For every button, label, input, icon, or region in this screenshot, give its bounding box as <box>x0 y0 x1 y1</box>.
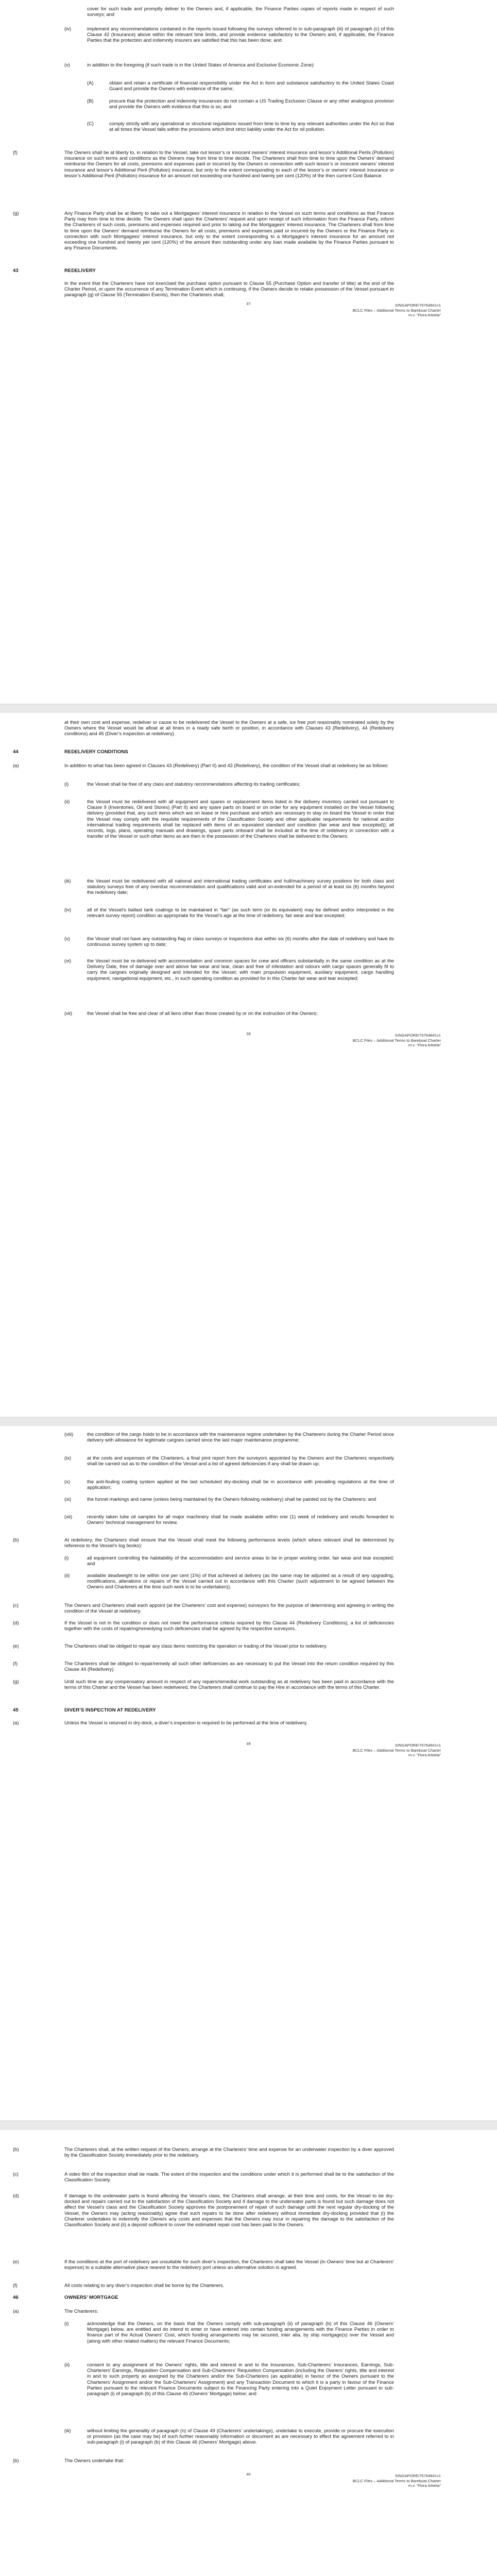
paragraph-text: If damage to the underwater parts is found affecting the Vessel’s class, the Charterers shall arrange, at their time and costs, for the Vessel to be dry-docked and repairs carried out to the satisfaction of the Classification Society and if damage to the underwater parts is found but such damage does not affect the Vessel’s class and the Classification Society approves the postponement of repair of such damage until the next regular dry-docking of the Vessel, the Owners may (acting reasonably) agree that such repairs to be done after redelivery without immediate dry-docking provided that (i) the Charterer undertakes to indemnify the Owners any costs and expenses that the Owners may incur in repairing the damage to the satisfaction of the Classification Society and (ii) a deposit sufficient to cover the estimated repair cost has been paid to the Owners. <box>64 2193 394 2228</box>
paragraph-text: In addition to what has been agreed in Clauses 43 (Redelivery) (Part II) and 43 (Redelivery), the condition of the Vessel shall at redelivery be as follows: <box>64 762 389 768</box>
page39-item-viii <box>87 1431 394 1443</box>
item-label: (iii) <box>64 2428 71 2433</box>
item-label: (v) <box>64 936 70 941</box>
paragraph-text: All costs relating to any diver’s inspection shall be borne by the Charterers. <box>64 2282 225 2288</box>
footer-ref: SINGAPORE/76764841v1 <box>395 303 441 308</box>
section-number: 43 <box>13 268 19 274</box>
paragraph-text: A video film of the inspection shall be made. The extent of the inspection and the conditions under which it is performed shall be to the satisfaction of the Classification Society. <box>64 2171 394 2183</box>
page39-item-xii <box>87 1514 394 1525</box>
paragraph-text: The Owners undertake that: <box>64 2458 125 2463</box>
page38-item-iii <box>87 878 394 895</box>
page40-item-e <box>64 2259 394 2270</box>
page37-item-B <box>109 98 394 109</box>
paragraph-text: procure that the protection and indemnity insurances do not contain a US Trading Exclusion Clause or any other analogous provision and provide the Owners with evidence that this is so; and <box>109 98 394 110</box>
paragraph-text: Any Finance Party shall be at liberty to take out a Mortgagees’ interest insurance in relation to the Vessel on such terms and conditions as that Finance Party may from time to time decide. The Owners shall upon the Charterers’ request and upon receipt of such information from the Finance Party, inform the Charterers of such costs, premiums and expenses required and prior to taking out the Mortgagees’ interest insurance. The Charterers shall from time to time upon the Owners’ demand reimburse the Owners for all costs, premiums and expenses paid or incurred by the Owners or the Finance Party in connection with such Mortgagees’ interest insurance, but only to the extent corresponding to a Mortgagee’s interest insurance for an amount not exceeding one hundred and twenty per cent (120%) of the amount then outstanding under any loan made available by the Finance Parties pursuant to any Finance Documents. <box>64 210 394 251</box>
paragraph-text: Until such time as any compensatory amount in respect of any repairs/remedial work outstanding as at redelivery has been paid in accordance with the terms of this Charter and the Vessel has been redelivered, the Charterers shall continue to pay the Hire in accordance with the terms of this Charter. <box>64 1679 394 1690</box>
page39-item-b-ii <box>87 1572 394 1590</box>
item-label: (e) <box>13 1643 19 1649</box>
footer-ref: SINGAPORE/76764841v1 <box>395 1033 441 1038</box>
item-label: (ix) <box>64 1455 72 1461</box>
paragraph-text: all equipment controlling the habitability of the accommodation and service areas to be in proper working order, fair wear and tear excepted; and <box>87 1555 394 1567</box>
paragraph-text: If the Vessel is not in the condition or does not meet the performance criteria required by this Clause 44 (Redelivery Conditions), a list of deficiencies together with the costs of repairing/remedying such deficiencies shall be agreed by the respective surveyors. <box>64 1620 394 1632</box>
paragraph-text: implement any recommendations contained in the reports issued following the surveys referred to in sub-paragraph (iii) of paragraph (c) of this Clause 42 (Insurance) above within the relevant time limits, and provide evidence satisfactory to the Owners and, if applicable, the Finance Parties that the protection and indemnity insurers are satisfied that this has been done; and <box>87 26 394 43</box>
item-label: (iv) <box>64 907 72 912</box>
section-title: OWNERS’ MORTGAGE <box>64 2295 118 2300</box>
item-label: (a) <box>13 762 19 768</box>
page39-item-ix <box>87 1455 394 1466</box>
item-label: (x) <box>64 1479 70 1484</box>
page40-item-i <box>87 2320 394 2344</box>
section-number: 46 <box>13 2295 19 2300</box>
paragraph-text: the anti-fouling coating system applied at the last scheduled dry-docking shall be in accordance with prevailing regulations at the time of application; <box>87 1479 394 1490</box>
item-label: (iv) <box>64 26 72 31</box>
item-label: (b) <box>13 1537 19 1543</box>
page37-item-f <box>64 149 394 178</box>
footer-ref: SINGAPORE/76764841v1 <box>395 1743 441 1748</box>
section-number: 45 <box>13 1707 19 1713</box>
item-label: (viii) <box>64 1431 74 1437</box>
page38-item-ii <box>87 799 394 839</box>
item-label: (C) <box>87 121 94 126</box>
item-label: (xii) <box>64 1514 73 1519</box>
item-label: (b) <box>13 2146 19 2152</box>
page38-continuation <box>64 719 394 737</box>
page37-item-C <box>109 121 394 132</box>
page37-item-A <box>109 80 394 91</box>
item-label: (vii) <box>64 1010 73 1016</box>
paragraph-text: without limiting the generality of paragraph (n) of Clause 49 (Charterers’ undertakings), undertake to execute, provide or procure the execution or provision (as the case may be) of such further reasonably information or document as are necessary to effect the agreement referred to in sub-paragraph (i) of paragraph (b) of this Clause 46 (Owners’ Mortgage) above. <box>87 2428 394 2445</box>
page38-item-v <box>87 936 394 947</box>
paragraph-text: the Vessel shall be free and clear of all liens other than those created by or on the instruction of the Owners; <box>87 1010 318 1016</box>
item-label: (ii) <box>64 2362 70 2367</box>
page40-item-46b <box>64 2458 394 2463</box>
page39-item-b-i <box>87 1555 394 1566</box>
footer-title: BCLC Files – Additional Terms to Bareboat Charter <box>352 308 441 313</box>
footer-vessel: m.v. “Flora Arkelia” <box>408 1753 441 1758</box>
item-label: (B) <box>87 98 94 104</box>
paragraph-text: the Vessel must be redelivered with all equipment and spares or replacement items listed in the delivery inventory carried out pursuant to Clause 9 (Inventories, Oil and Stores) (Part II) and any spare parts on board or on order for any equipment installed on the Vessel following delivery (provided that, any such items which are on lease or hire purchase and which are necessary to stay on board the Vessel in order that the Vessel may comply with the requisite requirements of the Classification Society and other applicable requirements for national and/or international trading requirements shall be replaced with items of an equivalent standard and condition (fair wear and tear excepted)); all records, logs, plans, operating manuals and drawings, spare parts onboard shall be included at the time of redelivery in connection with a transfer of the Vessel or such other items as are then in the possession of the Charterers shall be delivered to the Owners; <box>87 799 394 839</box>
paragraph-text: The Charterers: <box>64 2308 98 2314</box>
paragraph-text: at the costs and expenses of the Charterers, a final joint report from the surveyors appointed by the Owners and the Charterers respectively shall be carried out as to the condition of the Vessel and a list of agreed deficiencies if any shall be drawn up; <box>87 1455 394 1467</box>
page39-item-g <box>64 1679 394 1690</box>
page40-item-b <box>64 2146 394 2158</box>
paragraph-text: recently taken lube oil samples for all major machinery shall be made available within one (1) week of redelivery and results forwarded to Owners’ technical management for review. <box>87 1514 394 1526</box>
page39-item-45a <box>64 1720 394 1725</box>
paragraph-text: available deadweight to be within one per cent (1%) of that achieved at delivery (as the same may be adjusted as a result of any upgrading, modifications, alterations or repairs of the Vessel carried out in accordance with this Charter (such adjustment to be agreed between the Owners and Charterers at the time such work is to be undertaken)). <box>87 1572 394 1590</box>
page-39 <box>0 1426 497 2121</box>
paragraph-text: Unless the Vessel is returned in dry-dock, a diver’s inspection is required to be performed at the time of redelivery. <box>64 1720 308 1725</box>
page38-item-a <box>64 762 394 768</box>
footer-title: BCLC Files – Additional Terms to Bareboat Charter <box>352 1748 441 1753</box>
footer-title: BCLC Files – Additional Terms to Bareboat Charter <box>352 2478 441 2483</box>
paragraph-text: In the event that the Charterers have not exercised the purchase option pursuant to Clause 55 (Purchase Option and transfer of title) at the end of the Charter Period, or upon the occurrence of any Termination Event which is continuing, if the Owners decide to retake possession of the Vessel pursuant to paragraph (g) of Clause 55 (Termination Events), then the Charterers shall, <box>64 280 394 298</box>
page40-item-ii <box>87 2362 394 2396</box>
paragraph-text: cover for such trade and promptly deliver to the Owners and, if applicable, the Finance Parties copies of reports made in respect of such surveys; and <box>87 6 394 18</box>
page-separator <box>0 2121 497 2131</box>
page38-item-vi <box>87 958 394 981</box>
page-footer <box>255 1743 441 1758</box>
page37-clause-43 <box>64 280 394 298</box>
item-label: (i) <box>64 2320 69 2326</box>
item-label: (d) <box>13 1620 19 1625</box>
section-title: REDELIVERY CONDITIONS <box>64 749 128 755</box>
page38-item-vii <box>87 1010 394 1016</box>
item-label: (a) <box>13 1720 19 1725</box>
page39-item-xi <box>87 1496 394 1502</box>
page39-item-f <box>64 1660 394 1672</box>
item-label: (c) <box>13 2171 19 2177</box>
page-number: 39 <box>246 1741 251 1746</box>
paragraph-text: consent to any assignment of the Owners’ rights, title and interest in and to the Insurances, Sub-Charterers’ Insurances, Earnings, Sub-Charterers’ Earnings, Requisition Compensation and Sub-Charterers’ Requisition Compensation (including the Owners’ rights, title and interest in and to such property as assigned by the Charterers and/or the Sub-Charterers (as applicable) in favour of the Owners pursuant to the Charterers’ Assignment and/or the Sub-Charterers’ Assignment) and any Transaction Document to which it is a party in favour of the Finance Parties pursuant to the relevant Finance Documents subject to the Financing Party entering into a Quiet Enjoyment Letter pursuant to sub-paragraph (i) of paragraph (b) of this Clause 46 (Owners’ Mortgage) below; and <box>87 2362 394 2397</box>
page39-item-d <box>64 1620 394 1631</box>
page39-item-x <box>87 1479 394 1490</box>
item-label: (ii) <box>64 799 70 804</box>
section-title: REDELIVERY <box>64 268 96 274</box>
item-label: (ii) <box>64 1572 70 1578</box>
paragraph-text: obtain and retain a certificate of financial responsibility under the Act in form and substance satisfactory to the United States Coast Guard and provide the Owners with evidence of the same; <box>109 80 394 92</box>
footer-title: BCLC Files – Additional Terms to Bareboat Charter <box>352 1038 441 1043</box>
paragraph-text: the Vessel shall not have any outstanding flag or class surveys or inspections due within six (6) months after the date of redelivery and have its continuous survey system up to date; <box>87 936 394 947</box>
page-footer <box>255 2473 441 2488</box>
page40-item-d <box>64 2193 394 2227</box>
item-label: (e) <box>13 2259 19 2264</box>
paragraph-text: all of the Vessel’s ballast tank coatings to be maintained in “fair” (as such term (or its equivalent) may be defined and/or interpreted in the relevant survey report) condition as appropriate for the Vessel’s age at the time of redelivery, fair wear and tear excepted; <box>87 907 394 919</box>
page-40 <box>0 2130 497 2576</box>
item-label: (f) <box>13 1660 18 1666</box>
page37-item-v <box>87 62 394 67</box>
section-number: 44 <box>13 749 19 755</box>
page40-item-46a <box>64 2308 394 2314</box>
paragraph-text: the Vessel shall be free of any class and statutory recommendations affecting its trading certificates; <box>87 781 301 787</box>
item-label: (a) <box>13 2308 19 2314</box>
item-label: (i) <box>64 781 69 787</box>
paragraph-text: comply strictly with any operational or structural regulations issued from time to time by any relevant authorities under the Act so that at all times the Vessel falls within the provisions which limit strict liability under the Act for oil pollution. <box>109 121 394 132</box>
item-label: (iii) <box>64 878 71 884</box>
page39-item-c <box>64 1602 394 1614</box>
footer-vessel: m.v. “Flora Arkelia” <box>408 1043 441 1048</box>
item-label: (xi) <box>64 1496 72 1502</box>
item-label: (g) <box>13 210 19 216</box>
item-label: (d) <box>13 2193 19 2198</box>
page-38 <box>0 713 497 1417</box>
page-number: 38 <box>246 1031 251 1036</box>
paragraph-text: The Charterers shall be obliged to repair/remedy all such other deficiencies as are necessary to put the Vessel into the return condition required by this Clause 44 (Redelivery). <box>64 1660 394 1672</box>
item-label: (c) <box>13 1602 19 1608</box>
page-number: 37 <box>246 301 251 306</box>
page37-item-iv <box>87 26 394 43</box>
page-separator <box>0 704 497 714</box>
item-label: (f) <box>13 149 18 155</box>
item-label: (A) <box>87 80 94 86</box>
paragraph-text: in addition to the foregoing (if such trade is in the United States of America and Exclusive Economic Zone): <box>87 62 315 67</box>
paragraph-text: the funnel markings and name (unless being maintained by the Owners following redelivery) shall be painted out by the Charterers; and <box>87 1496 376 1502</box>
page39-item-b <box>64 1537 394 1548</box>
paragraph-text: The Owners shall be at liberty to, in relation to the Vessel, take out lessor’s or innocent owners’ interest insurance and lessor’s Additional Perils (Pollution) insurance on such terms and conditions as the Owners may from time to time decide. The Charterers shall from time to time upon the Owners’ demand reimburse the Owners for all costs, premiums and expenses paid or incurred by the Owners in connection with such lessor’s or innocent owners’ interest insurance and lessor’s Additional Peril (Pollution) insurance, but only to the extent corresponding to each of the lessor’s or owners’ interest insurance or lessor’s Additional Peril (Pollution) insurance for an amount not exceeding one hundred and twenty per cent (120%) of the then current Cost Balance. <box>64 149 394 178</box>
paragraph-text: the Vessel must be re-delivered with accommodation and common spaces for crew and officers substantially in the same condition as at the Delivery Date, free of damage over and above fair wear and tear, clean and free of infestation and odours with cargo spaces generally fit to carry the cargoes originally designed and intended for the Vessel; with main propulsion equipment, auxiliary equipment, cargo handling equipment, navigational equipment, etc., in such operating condition as provided for in this Charter fair wear and tear excepted; <box>87 958 394 981</box>
page40-item-f <box>64 2282 394 2288</box>
paragraph-text: the condition of the cargo holds to be in accordance with the maintenance regime undertaken by the Charterers during the Charter Period since delivery with allowance for legitimate cargoes carried since the last major maintenance programme; <box>87 1431 394 1443</box>
page-number: 40 <box>246 2472 251 2477</box>
paragraph-text: The Charterers shall be obliged to repair any class items restricting the operation or trading of the Vessel prior to redelivery. <box>64 1643 328 1649</box>
paragraph-text: If the conditions at the port of redelivery are unsuitable for such diver’s inspection, the Charterers shall take the Vessel (in Owners’ time but at Charterers’ expense) to a suitable alternative place nearest to the redelivery port unless an alternative solution is agreed. <box>64 2259 394 2270</box>
paragraph-text: The Charterers shall, at the written request of the Owners, arrange at the Charterers’ time and expense for an underwater inspection by a diver approved by the Classification Society immediately prior to the redelivery. <box>64 2146 394 2158</box>
item-label: (vi) <box>64 958 72 963</box>
paragraph-text: acknowledge that the Owners, on the basis that the Owners comply with sub-paragraph (ii) of paragraph (b) of this Clause 46 (Owners’ Mortgage) below, are entitled and do intend to enter or have entered into certain funding arrangements with the Finance Parties in order to finance part of the Actual Owners’ Cost, which funding arrangements may be secured, inter alia, by ship mortgage(s) over the Vessel and (along with other related matters) the relevant Finance Documents; <box>87 2320 394 2344</box>
paragraph-text: The Owners and Charterers shall each appoint (at the Charterers’ cost and expense) surveyors for the purpose of determining and agreeing in writing the condition of the Vessel at redelivery. <box>64 1602 394 1614</box>
page38-item-iv <box>87 907 394 918</box>
page-footer <box>255 1033 441 1048</box>
page-37 <box>0 0 497 704</box>
item-label: (v) <box>64 62 70 67</box>
footer-vessel: m.v. “Flora Arkelia” <box>408 313 441 318</box>
page37-continuation <box>87 6 394 17</box>
item-label: (b) <box>13 2458 19 2463</box>
page-separator <box>0 1417 497 1427</box>
page-footer <box>255 303 441 318</box>
page40-item-iii <box>87 2428 394 2445</box>
footer-vessel: m.v. “Flora Arkelia” <box>408 2483 441 2488</box>
paragraph-text: At redelivery, the Charterers shall ensure that the Vessel shall meet the following performance levels (which where relevant shall be determined by reference to the Vessel’s log books): <box>64 1537 394 1549</box>
paragraph-text: at their own cost and expense, redeliver or cause to be redelivered the Vessel to the Owners at a safe, ice free port reasonably nominated solely by the Owners where the Vessel would be afloat at all times in a ready safe berth or position, in accordance with Clauses 43 (Redelivery), 44 (Redelivery conditions) and 45 (Diver’s inspection at redelivery). <box>64 719 394 737</box>
item-label: (f) <box>13 2282 18 2288</box>
section-title: DIVER’S INSPECTION AT REDELIVERY <box>64 1707 156 1713</box>
paragraph-text: the Vessel must be redelivered with all national and international trading certificates and hull/machinery survey positions for both class and statutory surveys free of any overdue recommendation and qualifications valid and un-extended for a period of at least six (6) months beyond the redelivery date; <box>87 878 394 895</box>
page38-item-i <box>87 781 394 787</box>
item-label: (i) <box>64 1555 69 1561</box>
item-label: (g) <box>13 1679 19 1684</box>
page40-item-c <box>64 2171 394 2182</box>
footer-ref: SINGAPORE/76764841v1 <box>395 2473 441 2478</box>
page37-item-g <box>64 210 394 250</box>
page39-item-e <box>64 1643 394 1649</box>
